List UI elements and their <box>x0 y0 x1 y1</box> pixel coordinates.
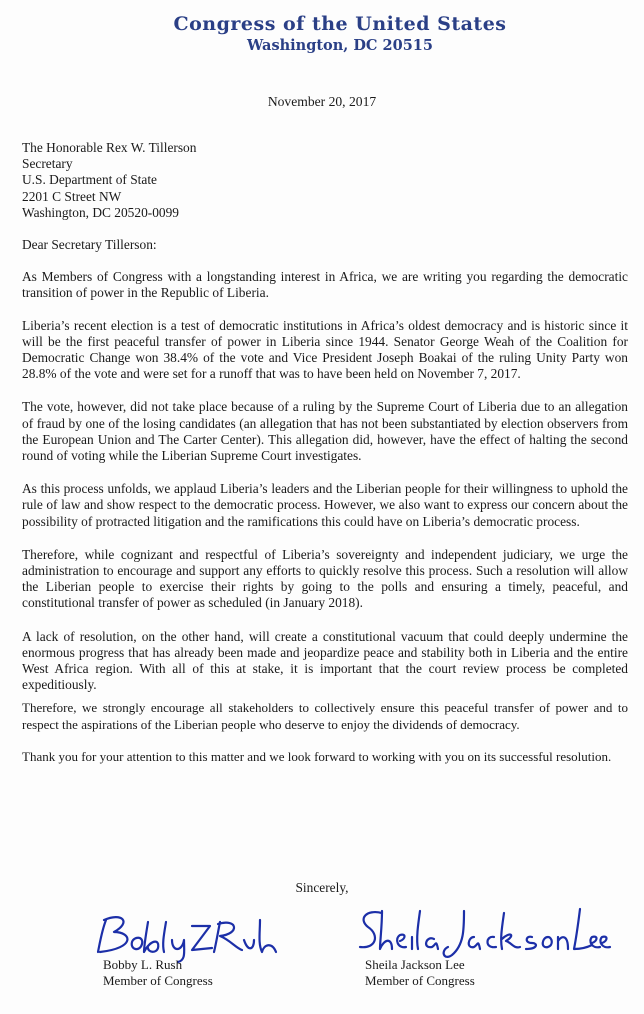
recipient-title: Secretary <box>22 156 73 172</box>
signatory-name: Bobby L. Rush <box>103 957 183 972</box>
closing: Sincerely, <box>295 880 349 895</box>
letterhead <box>0 12 644 56</box>
signature-jackson-lee <box>352 903 612 965</box>
signatory-name: Sheila Jackson Lee <box>365 957 465 972</box>
paragraph-1: As Members of Congress with a longstanding interest in Africa, we are writing you regarding the democratic transition of power in the Republic of Liberia. <box>22 269 628 301</box>
signatory-rush <box>103 957 213 988</box>
paragraph-2: Liberia’s recent election is a test of democratic institutions in Africa’s oldest democracy and is historic since it will be the first peaceful transfer of power in Liberia since 1944. Senator George Weah of the Coalition for Democratic Change won 38.4% of the vote and Vice President Joseph Boakai of the ruling Unity Party won 28.8% of the vote and were set for a runoff that was to have been held on November 7, 2017. <box>22 317 628 382</box>
recipient-address <box>22 140 628 221</box>
paragraph-7: Therefore, we strongly encourage all stakeholders to collectively ensure this peaceful transfer of power and to respect the aspirations of the Liberian people who deserve to enjoy the dividends of democracy. <box>22 700 628 732</box>
recipient-city: Washington, DC 20520-0099 <box>22 204 179 220</box>
recipient-street: 2201 C Street NW <box>22 188 122 204</box>
greeting: Dear Secretary Tillerson: <box>22 237 157 253</box>
recipient-name: The Honorable Rex W. Tillerson <box>22 140 197 155</box>
paragraph-8: Thank you for your attention to this matter and we look forward to working with you on its successful resolution. <box>22 748 612 764</box>
letter-date: November 20, 2017 <box>267 94 377 109</box>
signatory-title: Member of Congress <box>365 972 475 988</box>
recipient-org: U.S. Department of State <box>22 172 157 188</box>
signatory-jackson-lee <box>365 957 475 988</box>
letterhead-subtitle: Washington, DC 20515 <box>247 37 433 54</box>
paragraph-5: Therefore, while cognizant and respectful of Liberia’s sovereignty and independent judiciary, we urge the administration to encourage and support any efforts to quickly resolve this process. Such a resolution will allow the Liberian people to exercise their rights by going to the polls and ensuring a timely, peaceful, and constitutional transfer of power as scheduled (in January 2018). <box>22 546 628 611</box>
letterhead-title: Congress of the United States <box>173 13 507 35</box>
paragraph-3: The vote, however, did not take place because of a ruling by the Supreme Court of Liberia due to an allegation of fraud by one of the losing candidates (an allegation that has not been substantiated by election observers from the European Union and The Carter Center). This allegation did, however, have the effect of halting the second round of voting while the Liberian Supreme Court investigates. <box>22 399 628 464</box>
paragraph-4: As this process unfolds, we applaud Liberia’s leaders and the Liberian people for their willingness to uphold the rule of law and show respect to the democratic process. However, we also want to express our concern about the possibility of protracted litigation and the ramifications this could have on Liberia’s democratic process. <box>22 481 628 529</box>
paragraph-6: A lack of resolution, on the other hand, will create a constitutional vacuum that could deeply undermine the enormous progress that has already been made and jeopardize peace and stability both in Liberia and the entire West Africa region. With all of this at stake, it is important that the court review process be completed expeditiously. <box>22 628 628 693</box>
signatory-title: Member of Congress <box>103 972 213 988</box>
letter-body <box>22 140 628 765</box>
signature-rush <box>92 908 282 964</box>
